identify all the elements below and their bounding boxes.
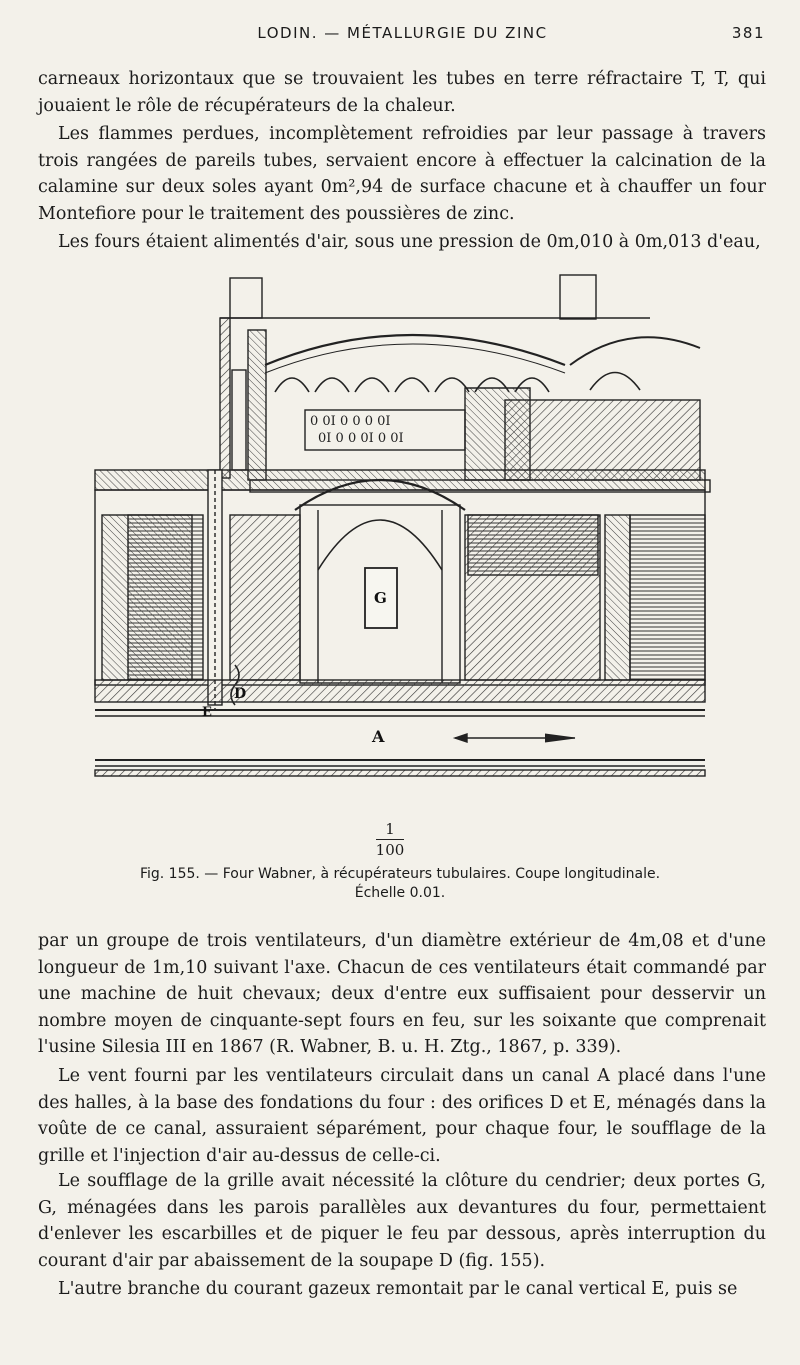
furnace-section-figure (90, 270, 720, 860)
page-number: 381 (731, 24, 765, 42)
door-label-g: G (374, 589, 387, 607)
svg-text:0I 0 0 0I 0 0I: 0I 0 0 0I 0 0I (318, 431, 404, 446)
valve-label-d: D (234, 686, 247, 702)
paragraph-3: Les fours étaient alimentés d'air, sous une pression de 0m,010 à 0m,013 d'eau, (58, 232, 761, 252)
paragraph-6: Le soufflage de la grille avait nécessité la clôture du cendrier; deux portes G, G, ménagées dans les parois parallèles aux devantures du four, permettaient d'enlever les escarbilles et de piquer le feu par dessous, après interruption du courant d'air par abaissement de la soupape D (fig. 155). (38, 1171, 766, 1271)
running-header (40, 24, 765, 48)
paragraph-4: par un groupe de trois ventilateurs, d'un diamètre extérieur de 4m,08 et d'une longueur de 1m,10 suivant l'axe. Chacun de ces ventilateurs était commandé par une machine de huit chevaux; deux d'entre eux suffisaient pour desservir un nombre moyen de cinquante-sept fours en feu, sur les soixante que comprenait l'usine Silesia III en 1867 (R. Wabner, B. u. H. Ztg., 1867, p. 339). (38, 931, 766, 1057)
scale-denominator: 100 (375, 841, 405, 859)
caption-line-1: Fig. 155. — Four Wabner, à récupérateurs tubulaires. Coupe longitudinale. (139, 866, 661, 882)
scale-divider (376, 839, 404, 840)
paragraph-1: carneaux horizontaux que se trouvaient les tubes en terre réfractaire T, T, qui jouaient le rôle de récupérateurs de la chaleur. (38, 69, 766, 116)
svg-text:0 0I 0 0 0 0I: 0 0I 0 0 0 0I (310, 414, 391, 429)
running-title: LODIN. — MÉTALLURGIE DU ZINC (257, 24, 548, 42)
paragraph-7: L'autre branche du courant gazeux remontait par le canal vertical E, puis se (58, 1279, 738, 1299)
scale-fraction (370, 820, 410, 859)
caption-line-2: Échelle 0.01. (354, 885, 446, 901)
paragraph-5: Le vent fourni par les ventilateurs circulait dans un canal A placé dans l'une des halles, à la base des fondations du four : des orifices D et E, ménagés dans la voûte de ce canal, assuraient séparément, pour chaque four, le soufflage de la grille et l'injection d'air au-dessus de celle-ci. (38, 1066, 766, 1166)
scale-numerator: 1 (385, 820, 395, 838)
canal-label-a: A (372, 727, 385, 746)
paragraph-2: Les flammes perdues, incomplètement refroidies par leur passage à travers trois rangées de pareils tubes, servaient encore à effectuer la calcination de la calamine sur deux soles ayant 0m²,94 de surface chacune et à chauffer un four Montefiore pour le traitement des poussières de zinc. (38, 124, 766, 224)
figure-caption (60, 865, 740, 903)
canal-label-e: E (202, 705, 212, 720)
